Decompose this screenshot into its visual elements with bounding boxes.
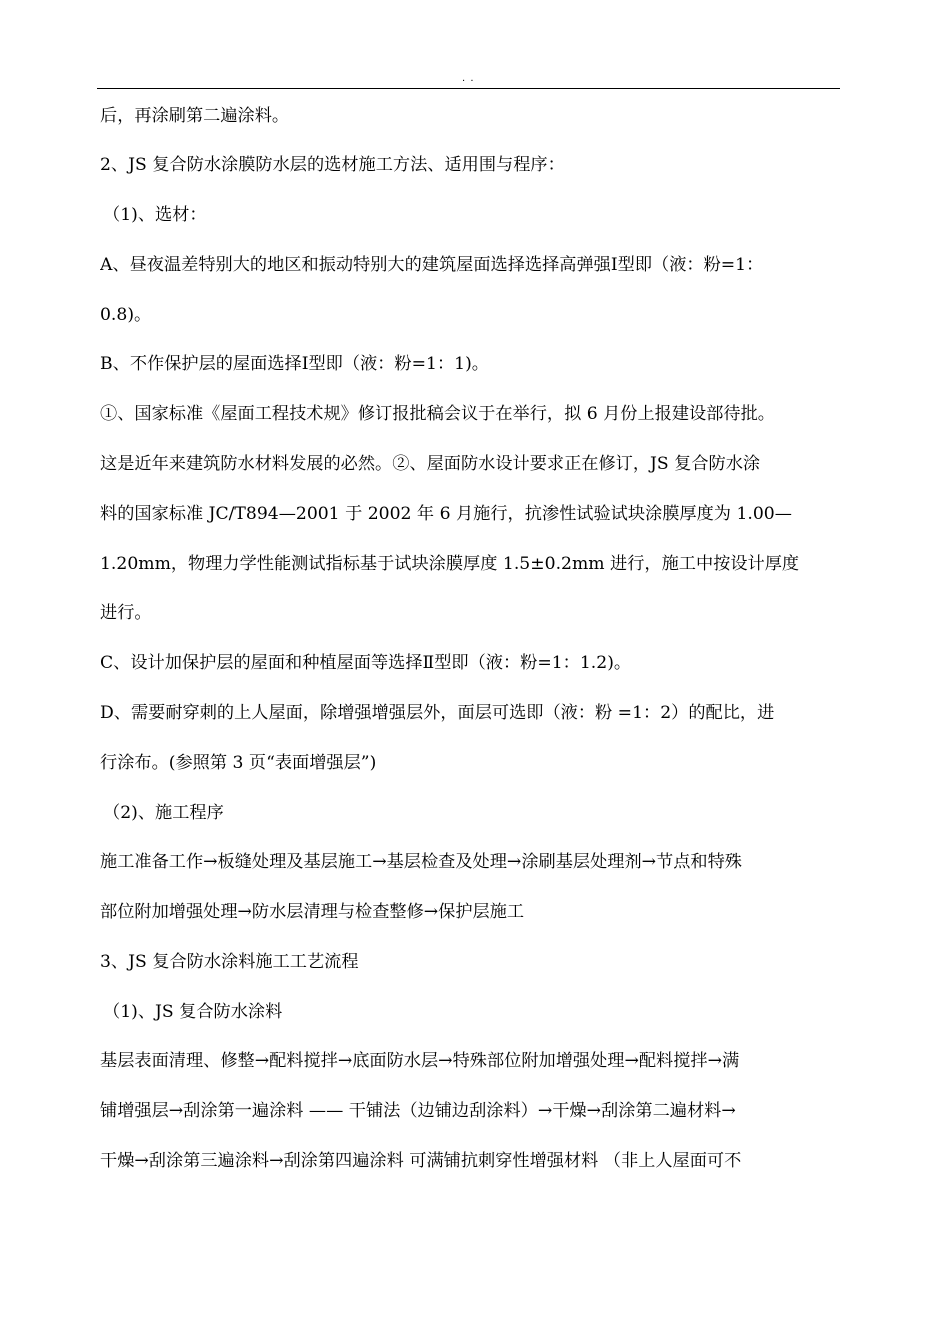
text-line: 行涂布。(参照第 3 页“表面增强层”): [100, 753, 377, 773]
section-heading: 2、JS 复合防水涂膜防水层的选材施工方法、适用围与程序：: [100, 155, 565, 175]
text-line: 1.20mm，物理力学性能测试指标基于试块涂膜厚度 1.5±0.2mm 进行，施工中按设计厚度: [100, 554, 800, 574]
text-line: 这是近年来建筑防水材料发展的必然。②、屋面防水设计要求正在修订，JS 复合防水涂: [100, 454, 761, 474]
text-line: 后，再涂刷第二遍涂料。: [100, 106, 290, 126]
text-line: 部位附加增强处理→防水层清理与检查整修→保护层施工: [100, 902, 525, 922]
text-line: C、设计加保护层的屋面和种植屋面等选择Ⅱ型即（液：粉=1：1.2)。: [100, 653, 632, 673]
subsection-heading: （1)、选材：: [103, 205, 207, 225]
text-line: 施工准备工作→板缝处理及基层施工→基层检查及处理→涂刷基层处理剂→节点和特殊: [100, 852, 742, 872]
text-line: A、昼夜温差特别大的地区和振动特别大的建筑屋面选择选择高弹强Ⅰ型即（液：粉=1：: [100, 255, 764, 275]
text-line: 料的国家标准 JC/T894—2001 于 2002 年 6 月施行，抗渗性试验试块涂膜厚度为 1.00—: [100, 504, 792, 524]
subsection-heading: （2)、施工程序: [103, 803, 224, 823]
text-line: 基层表面清理、修整→配料搅拌→底面防水层→特殊部位附加增强处理→配料搅拌→满: [100, 1051, 740, 1071]
text-line: D、需要耐穿刺的上人屋面，除增强增强层外，面层可选即（液：粉 =1：2）的配比，进: [100, 703, 775, 723]
text-line: 进行。: [100, 603, 152, 623]
section-heading: 3、JS 复合防水涂料施工工艺流程: [100, 952, 359, 972]
text-line: 0.8)。: [100, 305, 152, 325]
page-header-mark: . .: [462, 73, 475, 84]
header-rule: [97, 88, 840, 89]
text-line: 铺增强层→刮涂第一遍涂料 —— 干铺法（边铺边刮涂料）→干燥→刮涂第二遍材料→: [100, 1101, 736, 1121]
text-line: B、不作保护层的屋面选择Ⅰ型即（液：粉=1：1)。: [100, 354, 489, 374]
text-line: 干燥→刮涂第三遍涂料→刮涂第四遍涂料 可满铺抗刺穿性增强材料 （非上人屋面可不: [100, 1151, 742, 1171]
subsection-heading: （1)、JS 复合防水涂料: [103, 1002, 283, 1022]
text-line: ①、国家标准《屋面工程技术规》修订报批稿会议于在举行，拟 6 月份上报建设部待批。: [100, 404, 775, 424]
